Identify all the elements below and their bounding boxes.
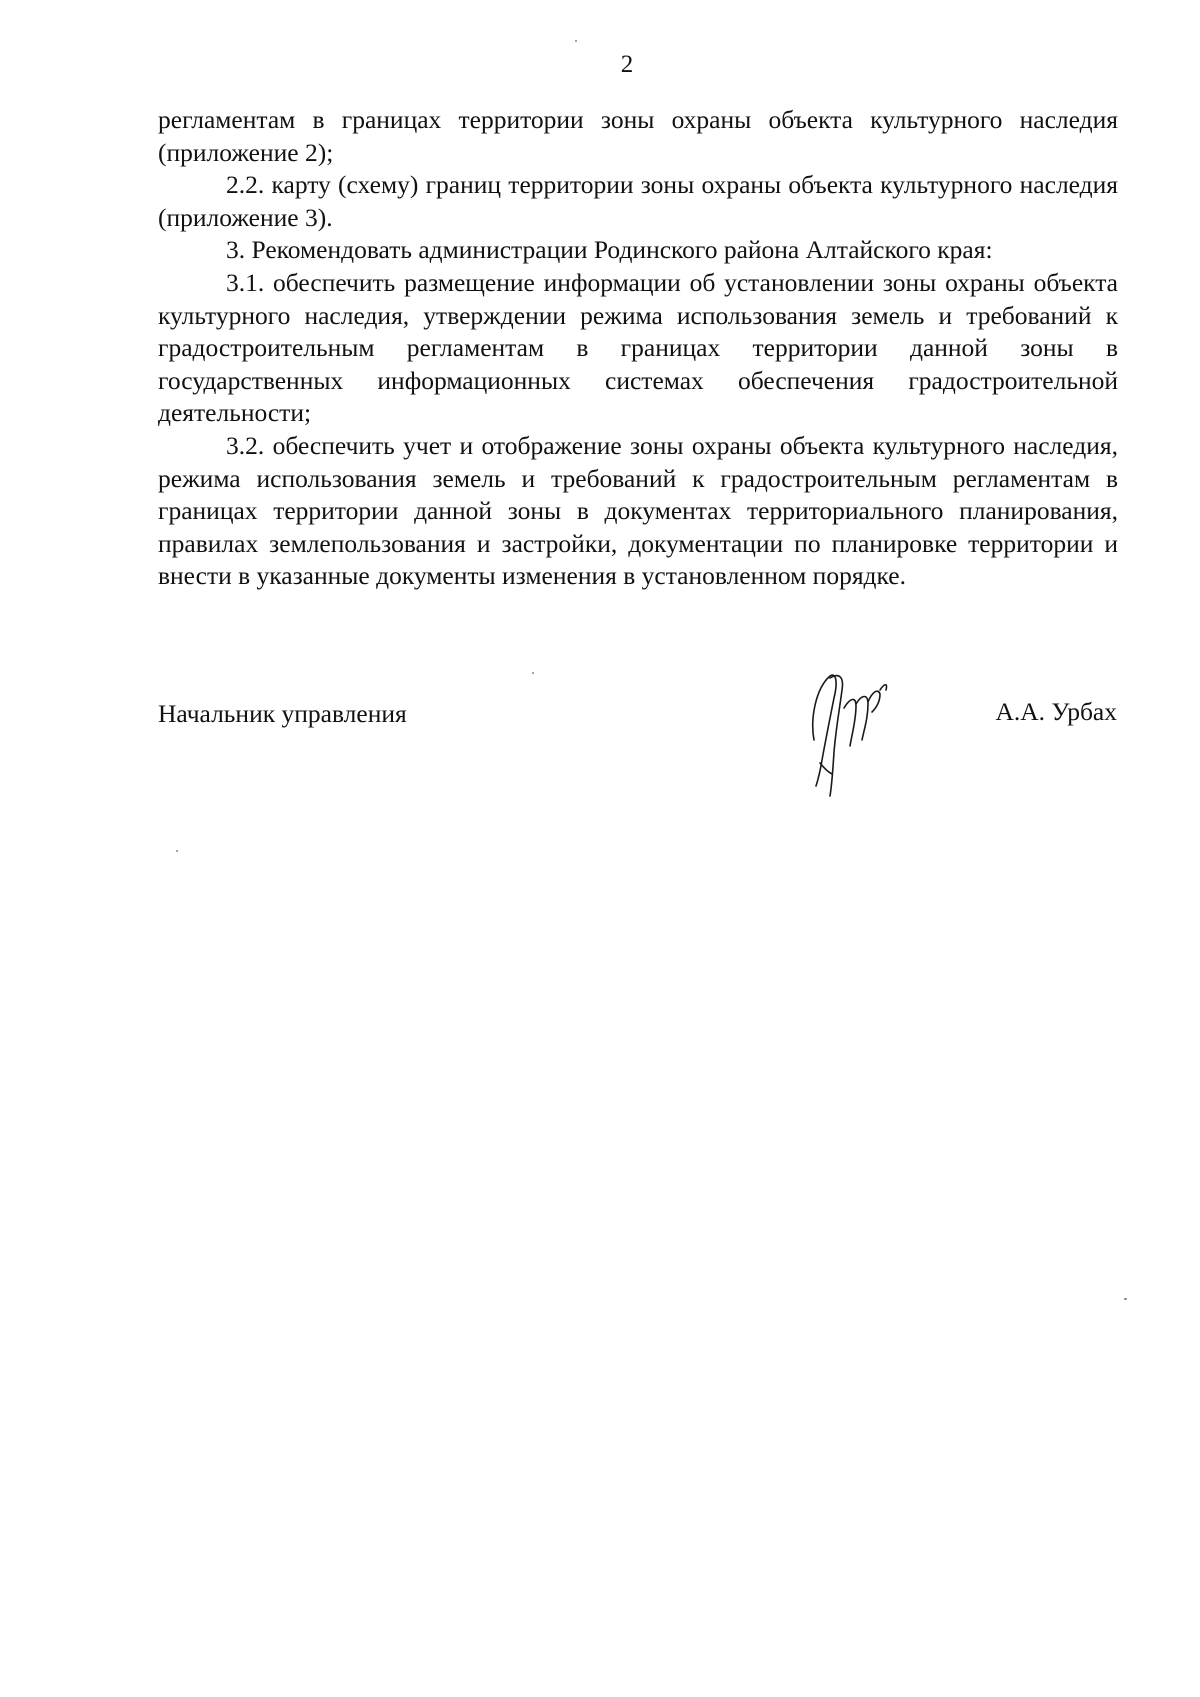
signatory-title: Начальник управления xyxy=(158,699,407,728)
page-number: 2 xyxy=(620,51,634,78)
paragraph-item-2-2: 2.2. карту (схему) границ территории зоны охраны объекта культурного наследия (приложение 3). xyxy=(158,170,1118,232)
handwritten-signature xyxy=(800,668,910,798)
scan-speck xyxy=(575,40,577,42)
scan-speck xyxy=(1124,1298,1127,1300)
paragraph-item-3: 3. Рекомендовать администрации Родинского района Алтайского края: xyxy=(226,235,993,265)
paragraph-item-3-2: 3.2. обеспечить учет и отображение зоны охраны объекта культурного наследия, режима использования земель и требований к градостроительным регламентам в границах территории данной зоны в документах территориального планирования, правилах землепользования и застройки, документации по планировке территории и внести в указанные документы изменения в установленном порядке. xyxy=(158,430,1118,591)
scan-speck xyxy=(532,672,534,674)
paragraph-item-3-1: 3.1. обеспечить размещение информации об установлении зоны охраны объекта культурного наследия, утверждении режима использования земель и требований к градостроительным регламентам в границах территории данной зоны в государственных информационных системах обеспечения градостроительной деятельности; xyxy=(158,267,1118,428)
paragraph-regulations-continuation: регламентам в границах территории зоны охраны объекта культурного наследия (приложение 2); xyxy=(158,105,1118,167)
scan-speck xyxy=(176,850,178,852)
document-body xyxy=(158,104,1118,593)
signatory-name: А.А. Урбах xyxy=(995,697,1117,726)
